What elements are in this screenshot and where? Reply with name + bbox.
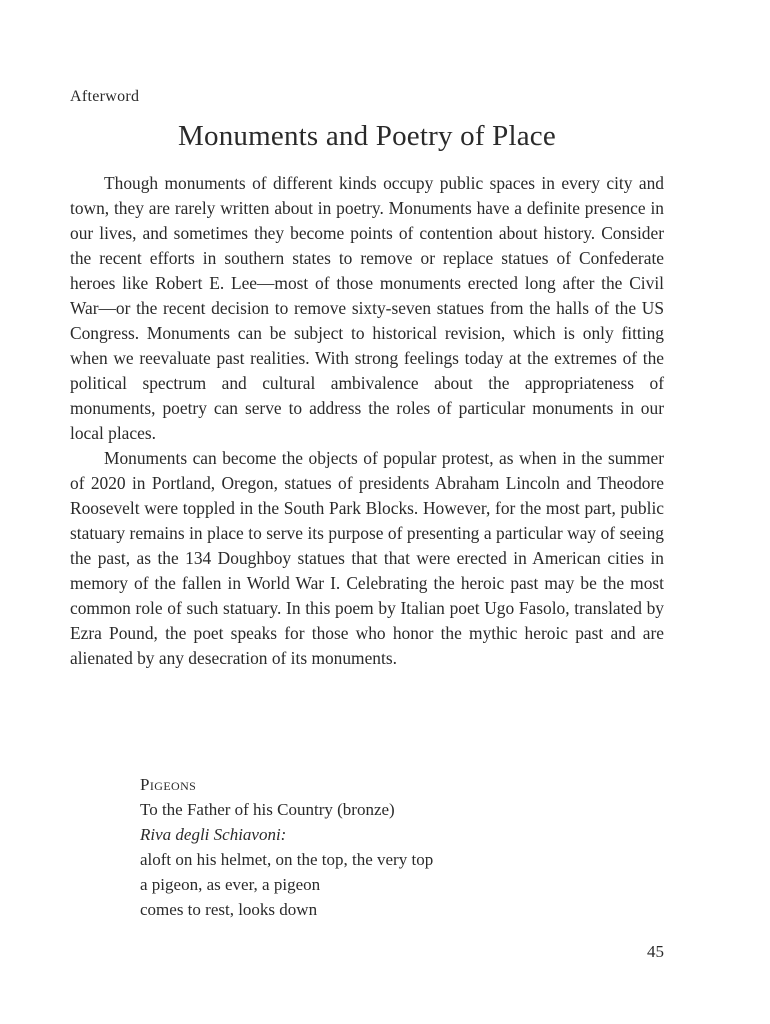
poem-line: Riva degli Schiavoni: [140,825,287,844]
chapter-title: Monuments and Poetry of Place [178,120,556,152]
paragraph: Monuments can become the objects of popular protest, as when in the summer of 2020 in Portland, Oregon, statues of presidents Abraham Lincoln and Theodore Roosevelt were toppled in the South Park Blocks. However, for the most part, public statuary remains in place to serve its purpose of presenting a particular way of seeing the past, as the 134 Doughboy statues that that were erected in American cities in memory of the fallen in World War I. Celebrating the heroic past may be the most common role of such statuary. In this poem by Italian poet Ugo Fasolo, translated by Ezra Pound, the poet speaks for those who honor the mythic heroic past and are alienated by any desecration of its monuments. [70,448,664,668]
poem-line: To the Father of his Country (bronze) [140,800,395,819]
poem-line: a pigeon, as ever, a pigeon [140,875,321,894]
poem-title: Pigeons [140,775,197,794]
poem-line: comes to rest, looks down [140,900,318,919]
poem-line: aloft on his helmet, on the top, the very top [140,850,434,869]
poem-block [140,772,660,922]
body-text [70,171,664,671]
paragraph: Though monuments of different kinds occupy public spaces in every city and town, they are rarely written about in poetry. Monuments have a definite presence in our lives, and sometimes they become points of contention about history. Consider the recent efforts in southern states to remove or replace statues of Confederate heroes like Robert E. Lee—most of those monuments erected long after the Civil War—or the recent decision to remove sixty-seven statues from the halls of the US Congress. Monuments can be subject to historical revision, which is only fitting when we reevaluate past realities. With strong feelings today at the extremes of the political spectrum and cultural ambivalence about the appropriateness of monuments, poetry can serve to address the roles of particular monuments in our local places. [70,173,664,443]
page-number: 45 [647,942,664,961]
section-label: Afterword [70,88,140,105]
